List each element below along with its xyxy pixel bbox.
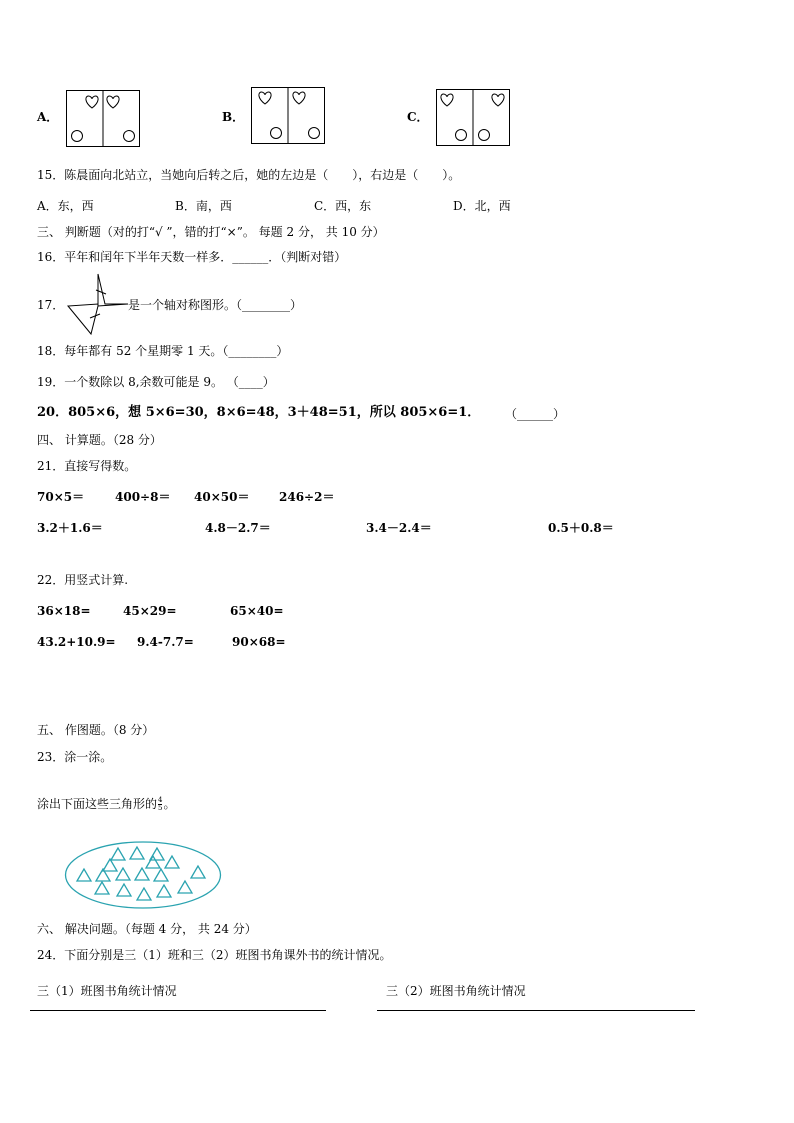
calc-item: 246÷2＝ (279, 490, 335, 504)
option-c-label: C． (407, 110, 429, 124)
triangles-ellipse-figure (64, 840, 224, 912)
vertical-calc-item: 65×40= (230, 604, 284, 618)
option-b-figure (251, 87, 325, 145)
vertical-calc-item: 45×29= (123, 604, 177, 618)
calc-item: 40×50＝ (194, 490, 250, 504)
triangle-shape (111, 848, 125, 860)
q15-stem: 15．陈晨面向北站立，当她向后转之后，她的左边是（ ），右边是（ ）。 (37, 168, 461, 182)
circle-icon (479, 130, 490, 141)
heart-icon (107, 96, 119, 108)
table-top-border-class-1 (30, 1010, 326, 1011)
heart-icon (492, 94, 504, 106)
q21-title: 21．直接写得数。 (37, 459, 137, 473)
q20-blank: （______） (505, 407, 566, 421)
table-caption-class-2: 三（2）班图书角统计情况 (386, 984, 526, 998)
vertical-calc-item: 90×68= (232, 635, 286, 649)
circle-icon (271, 128, 282, 139)
option-b-label: B． (222, 110, 245, 124)
triangle-shape (146, 856, 160, 868)
triangle-shape (178, 881, 192, 893)
triangle-shape (117, 884, 131, 896)
triangle-shape (154, 869, 168, 881)
q23-instruction-text: 涂出下面这些三角形的 (37, 797, 158, 811)
q24-stem: 24．下面分别是三（1）班和三（2）班图书角课外书的统计情况。 (37, 948, 392, 962)
q22-title: 22．用竖式计算. (37, 573, 129, 587)
heart-icon (86, 96, 98, 108)
vertical-calc-item: 36×18= (37, 604, 91, 618)
triangle-shape (95, 882, 109, 894)
triangle-shape (135, 868, 149, 880)
triangle-shape (77, 869, 91, 881)
triangle-shape (137, 888, 151, 900)
circle-icon (72, 131, 83, 142)
section-3-heading: 三、 判断题（对的打“√ ”，错的打“×”。 每题 2 分， 共 10 分） (37, 225, 385, 239)
q17-number: 17． (37, 298, 65, 312)
q23-instruction (37, 796, 176, 812)
table-caption-class-1: 三（1）班图书角统计情况 (37, 984, 177, 998)
q23-period: 。 (163, 797, 176, 811)
heart-icon (441, 94, 453, 106)
fraction-denominator: 5 (158, 804, 163, 812)
q17-text: 是一个轴对称图形。（________） (128, 298, 303, 312)
triangle-shape (191, 866, 205, 878)
calc-item: 3.4－2.4＝ (366, 521, 432, 535)
ellipse-boundary (66, 842, 221, 908)
q15-option-d: D．北，西 (453, 199, 511, 213)
triangle-shape (157, 885, 171, 897)
calc-item: 3.2＋1.6＝ (37, 521, 103, 535)
heart-icon (259, 92, 271, 104)
q23-title: 23．涂一涂。 (37, 750, 113, 764)
calc-item: 70×5＝ (37, 490, 85, 504)
section-6-heading: 六、 解决问题。（每题 4 分， 共 24 分） (37, 922, 257, 936)
heart-icon (293, 92, 305, 104)
vertical-calc-item: 43.2+10.9= (37, 635, 116, 649)
circle-icon (309, 128, 320, 139)
triangle-shape (130, 847, 144, 859)
q18-text: 18．每年都有 52 个星期零 1 天。（________） (37, 344, 289, 358)
pinwheel-figure (66, 274, 130, 336)
triangle-shape (103, 859, 117, 871)
q15-option-a: A．东，西 (37, 199, 94, 213)
option-a-label: A． (37, 110, 59, 124)
circle-icon (456, 130, 467, 141)
q19-text: 19．一个数除以 8,余数可能是 9。 （____） (37, 375, 275, 389)
q15-option-c: C．西，东 (314, 199, 372, 213)
section-5-heading: 五、 作图题。（8 分） (37, 723, 155, 737)
circle-icon (124, 131, 135, 142)
vertical-calc-item: 9.4-7.7= (137, 635, 194, 649)
option-c-figure (436, 89, 510, 147)
q20-text: 20．805×6，想 5×6=30，8×6=48，3＋48=51，所以 805×6=1． (37, 405, 481, 420)
calc-item: 4.8－2.7＝ (205, 521, 271, 535)
calc-item: 0.5＋0.8＝ (548, 521, 614, 535)
triangle-shape (165, 856, 179, 868)
calc-item: 400÷8＝ (115, 490, 171, 504)
section-4-heading: 四、 计算题。（28 分） (37, 433, 162, 447)
q15-option-b: B．南，西 (175, 199, 232, 213)
triangle-shape (116, 868, 130, 880)
fraction (158, 797, 162, 812)
q16-text: 16．平年和闰年下半年天数一样多．______．（判断对错） (37, 250, 347, 264)
table-top-border-class-2 (377, 1010, 695, 1011)
option-a-figure (66, 90, 140, 148)
fraction-numerator: 4 (158, 796, 163, 804)
